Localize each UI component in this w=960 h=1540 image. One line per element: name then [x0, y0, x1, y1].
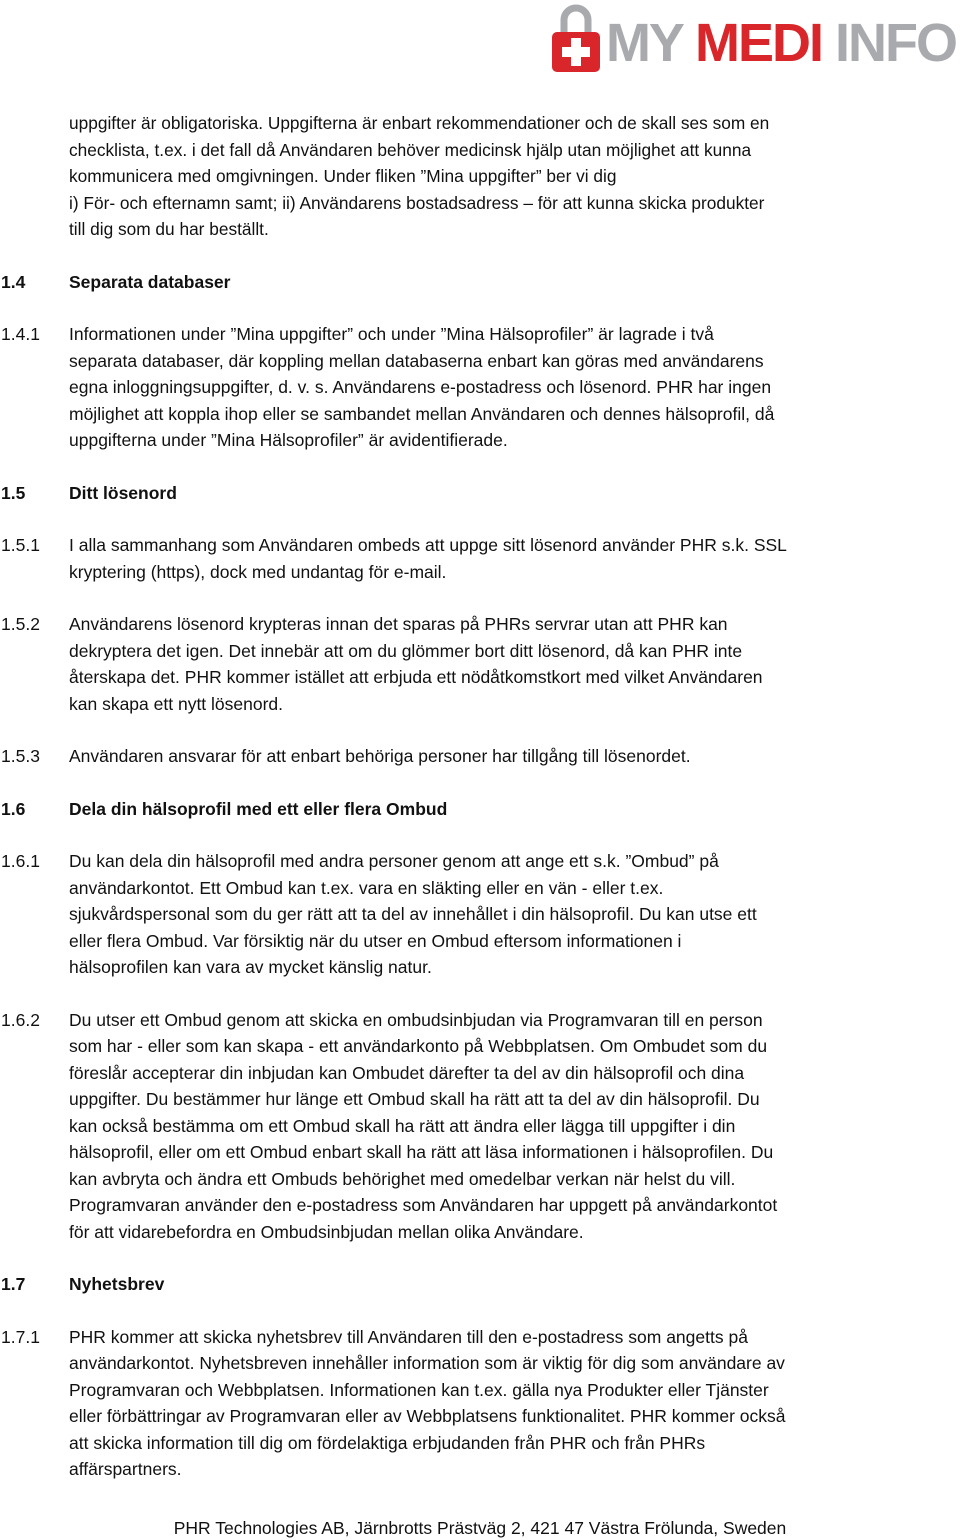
text-line: föreslår accepterar din inbjudan kan Ombudet därefter ta del av din hälsoprofil och dina	[69, 1062, 745, 1083]
text-line: affärspartners.	[69, 1459, 182, 1479]
text-line: PHR kommer att skicka nyhetsbrev till Användaren till den e-postadress som angetts på	[69, 1326, 748, 1347]
logo-word-my: MY	[605, 13, 682, 73]
section-number: 1.7	[1, 1274, 26, 1294]
logo-word-info: INFO	[835, 13, 956, 73]
clause-1-6-2	[0, 1007, 960, 1246]
text-line: eller flera Ombud. Var försiktig när du utser en Ombud eftersom informationen i	[69, 930, 682, 951]
clause-number: 1.5.1	[1, 535, 40, 555]
text-line: kryptering (https), dock med undantag för e-mail.	[69, 561, 447, 582]
clause-1-5-2	[0, 611, 960, 717]
clause-text	[69, 1324, 894, 1483]
clause-number: 1.5.2	[1, 614, 40, 634]
text-line: separata databaser, där koppling mellan databaserna enbart kan göras med användarens	[69, 350, 764, 371]
clause-text	[69, 321, 894, 454]
text-line: kan också bestämma om ett Ombud skall ha rätt att ändra eller lägga till uppgifter i din	[69, 1115, 736, 1136]
text-line: som har - eller som kan skapa - ett användarkonto på Webbplatsen. Om Ombudet som du	[69, 1036, 768, 1056]
section-heading-1-4	[0, 269, 960, 296]
text-line: användarkontot. Ett Ombud kan t.ex. vara en släkting eller en vän - eller t.ex.	[69, 877, 664, 898]
text-line: hälsoprofil, eller om ett Ombud enbart skall ha rätt att läsa informationen i hälsoprofilen. Du	[69, 1142, 774, 1162]
clause-text	[69, 611, 894, 717]
text-line: sjukvårdspersonal som du ger rätt att ta del av innehållet i din hälsoprofil. Du kan utse ett	[69, 904, 757, 924]
text-line: uppgifterna under ”Mina Hälsoprofiler” är avidentifierade.	[69, 430, 508, 450]
text-line: hälsoprofilen kan vara av mycket känslig natur.	[69, 957, 432, 977]
text-line: Du utser ett Ombud genom att skicka en ombudsinbjudan via Programvaran till en person	[69, 1009, 763, 1030]
clause-1-4-1	[0, 321, 960, 454]
text-line: Programvaran använder den e-postadress som Användaren har uppgett på användarkontot	[69, 1195, 778, 1215]
text-line: checklista, t.ex. i det fall då Användaren behöver medicinsk hjälp utan möjlighet att kunna	[69, 139, 752, 160]
text-line: Programvaran och Webbplatsen. Informationen kan t.ex. gälla nya Produkter eller Tjänster	[69, 1379, 769, 1400]
text-line: Användaren ansvarar för att enbart behöriga personer har tillgång till lösenordet.	[69, 746, 691, 766]
text-line: i) För- och efternamn samt; ii) Användarens bostadsadress – för att kunna skicka produkter	[69, 192, 765, 213]
section-heading-1-7	[0, 1271, 960, 1298]
section-heading-1-5	[0, 480, 960, 507]
logo-wordmark	[605, 13, 956, 73]
clause-1-5-1	[0, 532, 960, 585]
section-number: 1.5	[1, 482, 26, 503]
text-line: dekryptera det igen. Det innebär att om du glömmer bort ditt lösenord, då kan PHR inte	[69, 640, 743, 661]
text-line: återskapa det. PHR kommer istället att erbjuda ett nödåtkomstkort med vilket Användaren	[69, 667, 763, 687]
text-line: eller förbättringar av Programvaran eller av Webbplatsens funktionalitet. PHR kommer också	[69, 1406, 786, 1426]
section-number: 1.6	[1, 798, 26, 819]
clause-text	[69, 743, 894, 770]
page-footer: PHR Technologies AB, Järnbrotts Prästväg 2, 421 47 Västra Frölunda, Sweden	[173, 1518, 787, 1538]
clause-number: 1.6.2	[1, 1009, 40, 1030]
section-title: Separata databaser	[69, 271, 231, 292]
clause-number: 1.7.1	[1, 1326, 40, 1347]
section-heading-1-6	[0, 796, 960, 823]
clause-text	[69, 1007, 894, 1246]
clause-text	[69, 532, 894, 585]
clause-1-7-1	[0, 1324, 960, 1483]
padlock-cross-icon	[552, 4, 600, 74]
section-title: Ditt lösenord	[69, 482, 177, 503]
clause-1-5-3	[0, 743, 960, 770]
clause-number: 1.5.3	[1, 746, 40, 766]
text-line: möjlighet att koppla ihop eller se sambandet mellan Användaren och dennes hälsoprofil, då	[69, 403, 775, 424]
clause-text	[69, 848, 894, 981]
clause-1-6-1	[0, 848, 960, 981]
intro-paragraph	[69, 110, 899, 243]
text-line: I alla sammanhang som Användaren ombeds att uppge sitt lösenord använder PHR s.k. SSL	[69, 535, 787, 555]
clause-number: 1.4.1	[1, 324, 40, 344]
text-line: kan skapa ett nytt lösenord.	[69, 693, 284, 714]
text-line: Du kan dela din hälsoprofil med andra personer genom att ange ett s.k. ”Ombud” på	[69, 851, 719, 871]
text-line: till dig som du har beställt.	[69, 219, 269, 239]
text-line: egna inloggningsuppgifter, d. v. s. Användarens e-postadress och lösenord. PHR har ingen	[69, 377, 772, 397]
brand-logo	[552, 0, 956, 78]
text-line: användarkontot. Nyhetsbreven innehåller information som är viktig för dig som användare av	[69, 1353, 785, 1373]
text-line: att skicka information till dig om fördelaktiga erbjudanden från PHR och från PHRs	[69, 1432, 706, 1453]
text-line: uppgifter. Du bestämmer hur länge ett Ombud skall ha rätt att ta del av din hälsoprofil. Du	[69, 1089, 760, 1109]
text-line: Användarens lösenord krypteras innan det sparas på PHRs servrar utan att PHR kan	[69, 614, 728, 634]
section-title: Dela din hälsoprofil med ett eller flera Ombud	[69, 798, 448, 819]
text-line: Informationen under ”Mina uppgifter” och under ”Mina Hälsoprofiler” är lagrade i två	[69, 324, 714, 344]
text-line: kan avbryta och ändra ett Ombuds behörighet med omedelbar verkan när helst du vill.	[69, 1168, 736, 1189]
text-line: uppgifter är obligatoriska. Uppgifterna är enbart rekommendationer och de skall ses som en	[69, 113, 770, 133]
text-line: för att vidarebefordra en Ombudsinbjudan mellan olika Användare.	[69, 1221, 584, 1242]
logo-word-medi: MEDI	[694, 13, 822, 73]
clause-number: 1.6.1	[1, 851, 40, 871]
document-body	[0, 110, 960, 1483]
section-title: Nyhetsbrev	[69, 1274, 165, 1294]
section-number: 1.4	[1, 271, 26, 292]
text-line: kommunicera med omgivningen. Under fliken ”Mina uppgifter” ber vi dig	[69, 166, 617, 186]
